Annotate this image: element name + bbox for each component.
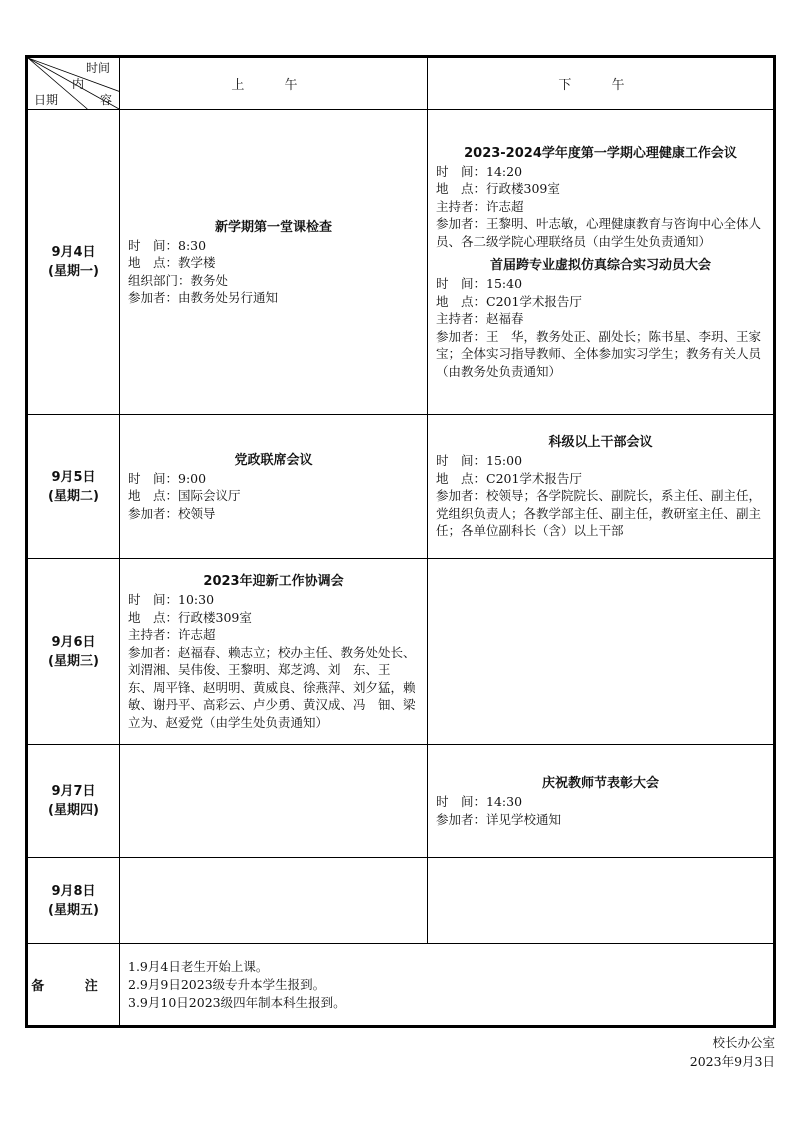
morning-header: 上 午 [120,58,428,110]
event-block [128,451,419,523]
date-cell [28,858,120,944]
event-detail: 时 间：15:00 [436,453,523,469]
morning-cell [120,858,428,944]
event-title: 新学期第一堂课检查 [214,219,332,235]
afternoon-cell [428,415,774,559]
afternoon-header: 下 午 [428,58,774,110]
date-cell [28,745,120,858]
afternoon-cell [428,110,774,415]
day-row [28,745,774,858]
morning-cell [120,110,428,415]
event-detail: 参加者：赵福春、赖志立；校办主任、教务处处长、刘渭湘、吴伟俊、王黎明、郑芝鸿、刘 东、王 东、周平锋、赵明明、黄威良、徐燕萍、刘夕猛，赖 敏、谢丹平、高彩云、卢少勇、黄汉成、冯 钿、梁立为、赵爱党（由学生处负责通知） [128,644,429,730]
event-block [128,218,419,307]
note-item: 1.9月4日老生开始上课。 [128,958,269,974]
morning-cell [120,415,428,559]
day-row [28,559,774,745]
date-cell [28,110,120,415]
event-detail: 组织部门：教务处 [128,272,229,288]
event-block [436,256,765,380]
event-detail: 参加者：详见学校通知 [436,811,562,827]
event-title: 庆祝教师节表彰大会 [541,776,659,791]
event-detail: 参加者：校领导；各学院院长、副院长，系主任、副主任，党组织负责人；各教学部主任、副主任，教研室主任、副主任；各单位副科长（含）以上干部 [436,488,762,539]
date-cell [28,559,120,745]
event-detail: 时 间：14:20 [436,163,523,179]
afternoon-cell [428,745,774,858]
note-item: 3.9月10日2023级四年制本科生报到。 [128,994,346,1010]
morning-cell [120,559,428,745]
event-detail: 时 间：8:30 [128,237,207,253]
notes-cell [120,944,774,1026]
day-weekday: (星期五) [48,902,99,918]
day-weekday: (星期二) [48,488,99,504]
diagonal-header-cell [28,58,120,110]
date-cell [28,415,120,559]
notes-label: 备 注 [28,944,120,1026]
event-detail: 参加者：王黎明、叶志敏，心理健康教育与咨询中心全体人员、各二级学院心理联络员（由学生处负责通知） [436,216,762,249]
event-detail: 参加者：由教务处另行通知 [128,290,279,305]
event-detail: 时 间：9:00 [128,470,207,486]
diag-label-content-2: 容 [100,93,113,107]
afternoon-cell [428,559,774,745]
day-date: 9月5日 [51,469,96,485]
event-detail: 时 间：15:40 [436,276,523,292]
issue-date: 2023年9月3日 [689,1054,775,1069]
schedule-sheet [25,55,776,1028]
event-title: 2023年迎新工作协调会 [203,574,344,589]
event-detail: 主持者：赵福春 [436,311,524,327]
afternoon-cell [428,858,774,944]
day-weekday: (星期四) [48,803,99,818]
header-row [28,58,774,110]
weekly-schedule-table [27,57,774,1026]
diag-label-time: 时间 [86,61,111,75]
event-block [128,572,429,731]
event-title: 2023-2024学年度第一学期心理健康工作会议 [464,145,737,161]
event-detail: 地 点：教学楼 [128,255,216,270]
event-detail: 地 点：C201学术报告厅 [436,293,582,309]
morning-cell [120,745,428,858]
event-detail: 地 点：C201学术报告厅 [436,470,582,486]
notes-row [28,944,774,1026]
event-detail: 主持者：许志超 [128,627,216,642]
event-detail: 时 间：10:30 [128,592,215,607]
day-date: 9月4日 [51,245,96,260]
event-title: 党政联席会议 [234,452,313,468]
event-detail: 地 点：行政楼309室 [128,609,252,625]
issuing-office: 校长办公室 [712,1035,775,1050]
event-detail: 地 点：行政楼309室 [436,181,560,197]
event-detail: 时 间：14:30 [436,794,523,809]
day-row [28,415,774,559]
event-block [436,144,765,251]
event-detail: 参加者：王 华，教务处正、副处长；陈书星、李玥、王家宝；全体实习指导教师、全体参加实习学生；教务有关人员（由教务处负责通知） [436,328,762,379]
event-block [436,774,765,828]
event-detail: 主持者：许志超 [436,198,524,214]
event-detail: 参加者：校领导 [128,505,216,521]
day-date: 9月8日 [51,883,96,899]
day-row [28,110,774,415]
diag-label-content-1: 内 [72,77,85,91]
event-detail: 地 点：国际会议厅 [128,488,241,504]
day-weekday: (星期一) [48,264,99,279]
event-title: 首届跨专业虚拟仿真综合实习动员大会 [489,258,711,274]
diag-label-date: 日期 [34,93,59,107]
day-row [28,858,774,944]
day-date: 9月6日 [51,634,96,650]
event-title: 科级以上干部会议 [548,435,653,451]
day-weekday: (星期三) [48,653,99,669]
event-block [436,433,765,540]
note-item: 2.9月9日2023级专升本学生报到。 [128,976,326,992]
day-date: 9月7日 [51,784,96,799]
